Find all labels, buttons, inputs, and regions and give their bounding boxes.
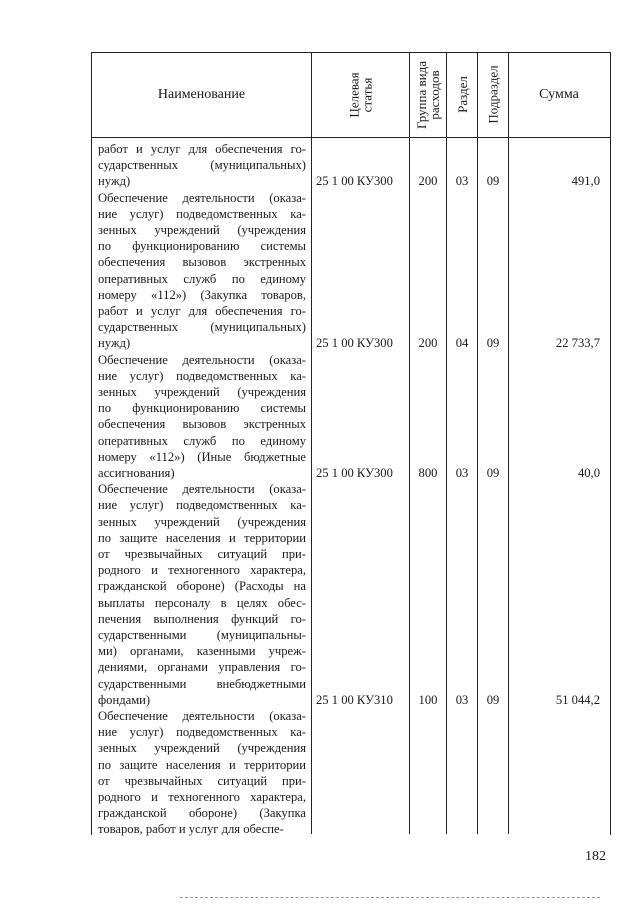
description-line: Обеспечение деятельности (оказа- [98, 190, 306, 205]
description-line: ние услуг) подведомственных ка- [98, 368, 306, 383]
header-name: Наименование [157, 86, 246, 102]
cell-target-article: 25 1 00 КУ310 [316, 692, 393, 707]
row-description [98, 190, 306, 352]
description-line: номеру «112») (Иные бюджетные [98, 449, 306, 464]
cell-subsection: 09 [486, 692, 500, 707]
description-line: выплаты персоналу в целях обес- [98, 595, 306, 610]
description-line: от чрезвычайных ситуаций при- [98, 547, 306, 561]
description-line: ассигнования) [98, 466, 175, 481]
description-line: Обеспечение деятельности (оказа- [98, 482, 306, 497]
column-divider [508, 52, 509, 834]
cell-section: 03 [455, 174, 469, 189]
header-sum: Сумма [539, 86, 579, 102]
cell-sum: 40,0 [577, 466, 600, 480]
page-number: 182 [585, 849, 606, 864]
description-line: работ и услуг для обеспечения го- [98, 304, 306, 319]
header-subsection: Подраздел [485, 65, 501, 124]
cell-section: 03 [455, 692, 469, 707]
description-line: работ и услуг для обеспечения го- [98, 142, 306, 156]
description-line: товаров, работ и услуг для обеспе- [98, 822, 284, 837]
cell-target-article: 25 1 00 КУ300 [316, 174, 393, 189]
column-divider [409, 52, 410, 834]
row-description [98, 352, 306, 482]
cell-expense-group: 200 [418, 336, 438, 351]
description-line: зенных учреждений (учреждения [98, 385, 306, 399]
description-line: от чрезвычайных ситуаций при- [98, 773, 306, 788]
cell-expense-group: 200 [418, 174, 438, 189]
cell-sum: 491,0 [571, 174, 600, 189]
description-line: дениями, органами управления го- [98, 660, 306, 675]
description-line: Обеспечение деятельности (оказа- [98, 709, 306, 723]
row-description [98, 141, 306, 190]
description-line: по функционированию системы [98, 401, 306, 416]
description-line: ние услуг) подведомственных ка- [98, 725, 306, 740]
description-line: печения выполнения функций го- [98, 611, 306, 626]
description-line: зенных учреждений (учреждения [98, 223, 306, 237]
header-section: Раздел [454, 76, 470, 113]
description-line: по защите населения и территории [98, 530, 306, 545]
description-line: сударственными внебюджетными [98, 676, 306, 691]
description-line: ние услуг) подведомственных ка- [98, 206, 306, 221]
header-expense-group: Группа вида расходов [414, 60, 443, 129]
row-description [98, 708, 306, 838]
description-line: сударственными (муниципальны- [98, 628, 306, 643]
header-divider [91, 137, 610, 138]
header-target-article: Целевая статья [346, 71, 375, 118]
row-description [98, 481, 306, 708]
description-line: ние услуг) подведомственных ка- [98, 498, 306, 513]
description-line: оперативных служб по единому [98, 271, 306, 286]
cell-subsection: 09 [486, 174, 500, 189]
cell-sum: 51 044,2 [555, 692, 600, 707]
cell-expense-group: 100 [418, 692, 438, 707]
description-line: по функционированию системы [98, 239, 306, 254]
column-divider [446, 52, 447, 834]
description-line: родного и техногенного характера, [98, 563, 306, 578]
description-line: зенных учреждений (учреждения [98, 514, 306, 529]
cell-target-article: 25 1 00 КУ300 [316, 336, 393, 351]
description-line: зенных учреждений (учреждения [98, 741, 306, 756]
cell-subsection: 09 [486, 336, 500, 351]
description-line: фондами) [98, 692, 151, 707]
column-divider [311, 52, 312, 834]
description-line: сударственных (муниципальных) [98, 320, 306, 335]
description-line: номеру «112») (Закупка товаров, [98, 287, 306, 302]
description-line: по защите населения и территории [98, 757, 306, 772]
description-line: нужд) [98, 336, 131, 351]
column-divider [477, 52, 478, 834]
description-line: обеспечения вызовов экстренных [98, 255, 306, 270]
description-line: ми) органами, казенными учреж- [98, 644, 306, 659]
cell-sum: 22 733,7 [555, 336, 600, 351]
cell-subsection: 09 [486, 466, 500, 480]
cell-section: 04 [455, 336, 469, 351]
description-line: гражданской обороне) (Закупка [98, 806, 306, 821]
description-line: сударственных (муниципальных) [98, 158, 306, 173]
cell-section: 03 [455, 466, 469, 480]
description-line: гражданской обороне) (Расходы на [98, 579, 306, 594]
footer-rule [180, 897, 600, 898]
description-line: родного и техногенного характера, [98, 790, 306, 805]
description-line: Обеспечение деятельности (оказа- [98, 352, 306, 367]
cell-expense-group: 800 [418, 466, 438, 480]
description-line: оперативных служб по единому [98, 433, 306, 448]
description-line: обеспечения вызовов экстренных [98, 417, 306, 432]
cell-target-article: 25 1 00 КУ300 [316, 466, 393, 480]
description-line: нужд) [98, 174, 131, 189]
